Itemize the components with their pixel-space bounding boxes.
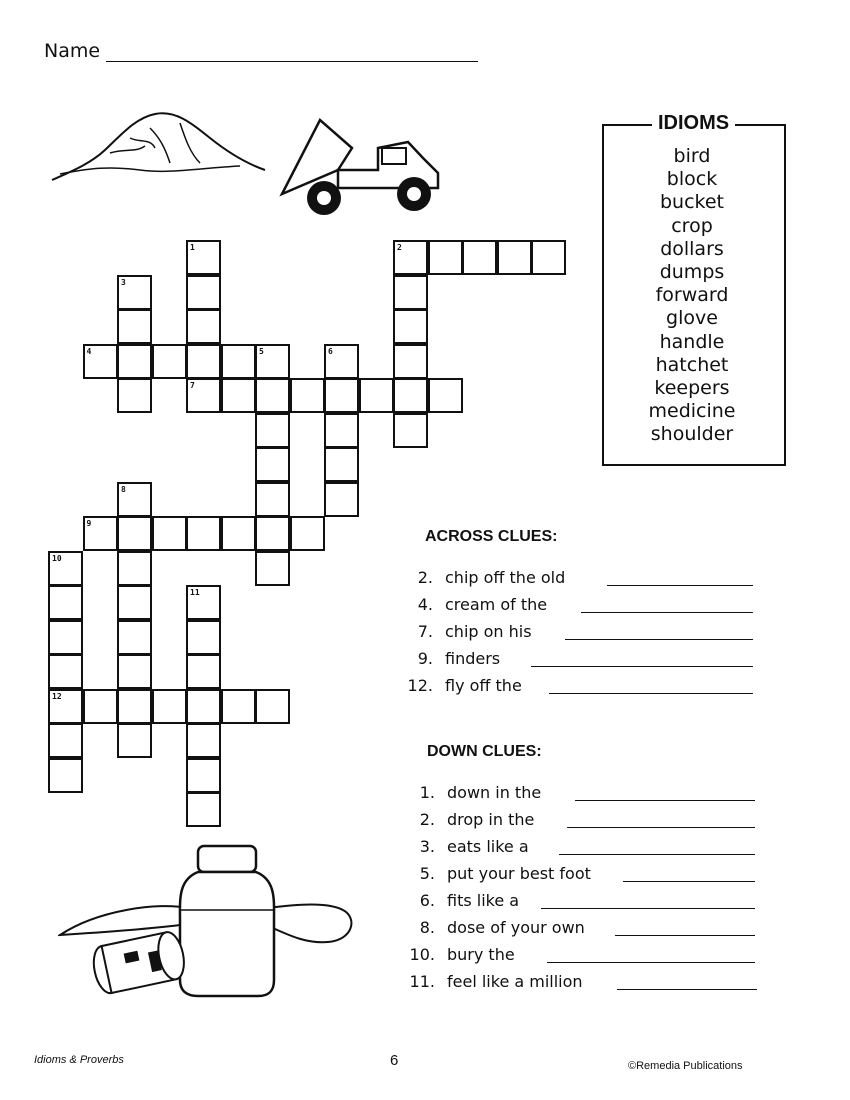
clue-number-label: 11 [190, 588, 200, 597]
crossword-cell[interactable] [324, 482, 359, 517]
crossword-cell[interactable] [117, 723, 152, 758]
crossword-cell[interactable] [117, 378, 152, 413]
crossword-cell[interactable] [531, 240, 566, 275]
idiom-word: block [666, 168, 718, 191]
clue-text: bury the [447, 945, 515, 964]
crossword-cell[interactable] [255, 551, 290, 586]
answer-blank[interactable] [581, 612, 753, 613]
crossword-cell[interactable] [255, 689, 290, 724]
crossword-cell[interactable] [186, 792, 221, 827]
crossword-cell[interactable] [186, 585, 221, 620]
crossword-cell[interactable] [186, 275, 221, 310]
answer-blank[interactable] [549, 693, 753, 694]
crossword-cell[interactable] [186, 723, 221, 758]
clue-number-label: 7 [190, 381, 195, 390]
crossword-cell[interactable] [221, 344, 256, 379]
clue-number: 11. [409, 972, 435, 991]
clue-number-label: 5 [259, 346, 264, 356]
idiom-word: medicine [648, 400, 736, 423]
clue-number-label: 10 [52, 553, 62, 563]
down-clue [407, 783, 757, 805]
clue-number-label: 12 [52, 691, 62, 701]
clue-number: 12. [407, 676, 433, 695]
crossword-cell[interactable] [186, 309, 221, 344]
crossword-cell[interactable] [393, 344, 428, 379]
clue-number-label: 8 [121, 484, 126, 494]
clue-text: chip off the old [445, 568, 566, 587]
answer-blank[interactable] [567, 827, 755, 828]
idiom-word: handle [659, 330, 725, 353]
crossword-cell[interactable] [186, 240, 221, 275]
crossword-cell[interactable] [152, 516, 187, 551]
clue-text: dose of your own [447, 918, 585, 937]
answer-blank[interactable] [547, 962, 755, 963]
idiom-word: keepers [654, 377, 730, 400]
crossword-cell[interactable] [48, 585, 83, 620]
crossword-cell[interactable] [497, 240, 532, 275]
clue-text: cream of the [445, 595, 548, 614]
clue-number: 6. [419, 891, 435, 910]
clue-number: 9. [417, 649, 433, 668]
crossword-cell[interactable] [290, 516, 325, 551]
down-clue [407, 864, 757, 886]
clue-number: 7. [417, 622, 433, 641]
crossword-cell[interactable] [117, 516, 152, 551]
crossword-cell[interactable] [152, 344, 187, 379]
medicine-illustration [58, 840, 368, 1000]
idiom-word: dollars [660, 237, 724, 260]
crossword-cell[interactable] [255, 482, 290, 517]
idiom-word: hatchet [655, 353, 729, 376]
clue-text: eats like a [447, 837, 529, 856]
crossword-cell[interactable] [255, 413, 290, 448]
clue-text: fits like a [447, 891, 520, 910]
clue-number: 2. [417, 568, 433, 587]
clue-number-label: 3 [121, 277, 126, 287]
clue-number-label: 2 [397, 243, 402, 252]
clue-number: 1. [419, 783, 435, 802]
across-clues-heading: ACROSS CLUES: [425, 528, 558, 545]
crossword-cell[interactable] [324, 413, 359, 448]
crossword-cell[interactable] [48, 723, 83, 758]
crossword-cell[interactable] [83, 689, 118, 724]
down-clue [407, 810, 757, 832]
answer-blank[interactable] [615, 935, 755, 936]
clue-number: 8. [419, 918, 435, 937]
page-number: 6 [390, 1052, 399, 1069]
crossword-cell[interactable] [324, 344, 359, 379]
crossword-cell[interactable] [221, 516, 256, 551]
footer-publisher: ©Remedia Publications [628, 1060, 743, 1072]
crossword-cell[interactable] [221, 689, 256, 724]
down-clues-heading: DOWN CLUES: [427, 743, 542, 760]
name-label: Name [44, 40, 101, 62]
clue-number-label: 4 [86, 346, 92, 356]
clue-text: finders [445, 649, 501, 668]
crossword-cell[interactable] [48, 758, 83, 793]
across-clue [405, 568, 755, 590]
clue-number-label: 1 [190, 243, 195, 252]
down-clue [407, 918, 757, 940]
answer-blank[interactable] [607, 585, 753, 586]
crossword-cell[interactable] [393, 378, 428, 413]
crossword-cell[interactable] [117, 654, 152, 689]
crossword-cell[interactable] [359, 378, 394, 413]
clue-text: drop in the [447, 810, 535, 829]
crossword-cell[interactable] [83, 344, 118, 379]
crossword-cell[interactable] [186, 620, 221, 655]
clue-number-label: 9 [86, 519, 92, 528]
crossword-cell[interactable] [290, 378, 325, 413]
crossword-cell[interactable] [428, 240, 463, 275]
idiom-word: shoulder [650, 423, 734, 446]
crossword-cell[interactable] [48, 551, 83, 586]
crossword-cell[interactable] [428, 378, 463, 413]
clue-number: 2. [419, 810, 435, 829]
clue-text: put your best foot [447, 864, 591, 883]
clue-text: chip on his [445, 622, 532, 641]
crossword-cell[interactable] [117, 482, 152, 517]
down-clue [407, 972, 757, 994]
crossword-cell[interactable] [255, 378, 290, 413]
crossword-cell[interactable] [186, 378, 221, 413]
clue-number: 10. [409, 945, 435, 964]
clue-number-label: 6 [328, 346, 333, 356]
down-clue [407, 837, 757, 859]
clue-text: fly off the [445, 676, 522, 695]
crossword-cell[interactable] [255, 344, 290, 379]
crossword-cell[interactable] [186, 516, 221, 551]
crossword-cell[interactable] [152, 689, 187, 724]
crossword-cell[interactable] [186, 344, 221, 379]
crossword-cell[interactable] [324, 378, 359, 413]
across-clue [405, 649, 755, 671]
crossword-cell[interactable] [186, 758, 221, 793]
crossword-cell[interactable] [393, 240, 428, 275]
answer-blank[interactable] [623, 881, 755, 882]
crossword-cell[interactable] [117, 689, 152, 724]
crossword-cell[interactable] [83, 516, 118, 551]
answer-blank[interactable] [531, 666, 753, 667]
across-clue [405, 676, 755, 698]
clue-number: 5. [419, 864, 435, 883]
crossword-cell[interactable] [324, 447, 359, 482]
crossword-cell[interactable] [255, 516, 290, 551]
crossword-cell[interactable] [48, 620, 83, 655]
clue-text: down in the [447, 783, 542, 802]
down-clue [407, 891, 757, 913]
crossword-cell[interactable] [48, 654, 83, 689]
crossword-cell[interactable] [255, 447, 290, 482]
crossword-cell[interactable] [117, 344, 152, 379]
footer-book-title: Idioms & Proverbs [34, 1054, 124, 1066]
crossword-cell[interactable] [186, 689, 221, 724]
idioms-title: IDIOMS [652, 112, 735, 135]
down-clue [407, 945, 757, 967]
idiom-word: bucket [659, 191, 724, 214]
crossword-cell[interactable] [186, 654, 221, 689]
idiom-word: crop [671, 214, 713, 237]
clue-number: 3. [419, 837, 435, 856]
idiom-word: forward [655, 284, 729, 307]
crossword-cell[interactable] [393, 413, 428, 448]
idiom-word: bird [673, 145, 711, 167]
idiom-word: glove [666, 307, 718, 330]
answer-blank[interactable] [617, 989, 757, 990]
crossword-cell[interactable] [48, 689, 83, 724]
clue-number: 4. [417, 595, 433, 614]
crossword-cell[interactable] [117, 585, 152, 620]
answer-blank[interactable] [559, 854, 755, 855]
clue-text: feel like a million [447, 972, 583, 991]
crossword-cell[interactable] [117, 620, 152, 655]
crossword-cell[interactable] [393, 275, 428, 310]
crossword-cell[interactable] [117, 275, 152, 310]
across-clue [405, 595, 755, 617]
crossword-cell[interactable] [462, 240, 497, 275]
answer-blank[interactable] [565, 639, 753, 640]
answer-blank[interactable] [575, 800, 755, 801]
crossword-cell[interactable] [221, 378, 256, 413]
idiom-word: dumps [659, 261, 725, 284]
crossword-cell[interactable] [117, 551, 152, 586]
across-clue [405, 622, 755, 644]
crossword-cell[interactable] [117, 309, 152, 344]
answer-blank[interactable] [541, 908, 755, 909]
crossword-cell[interactable] [393, 309, 428, 344]
